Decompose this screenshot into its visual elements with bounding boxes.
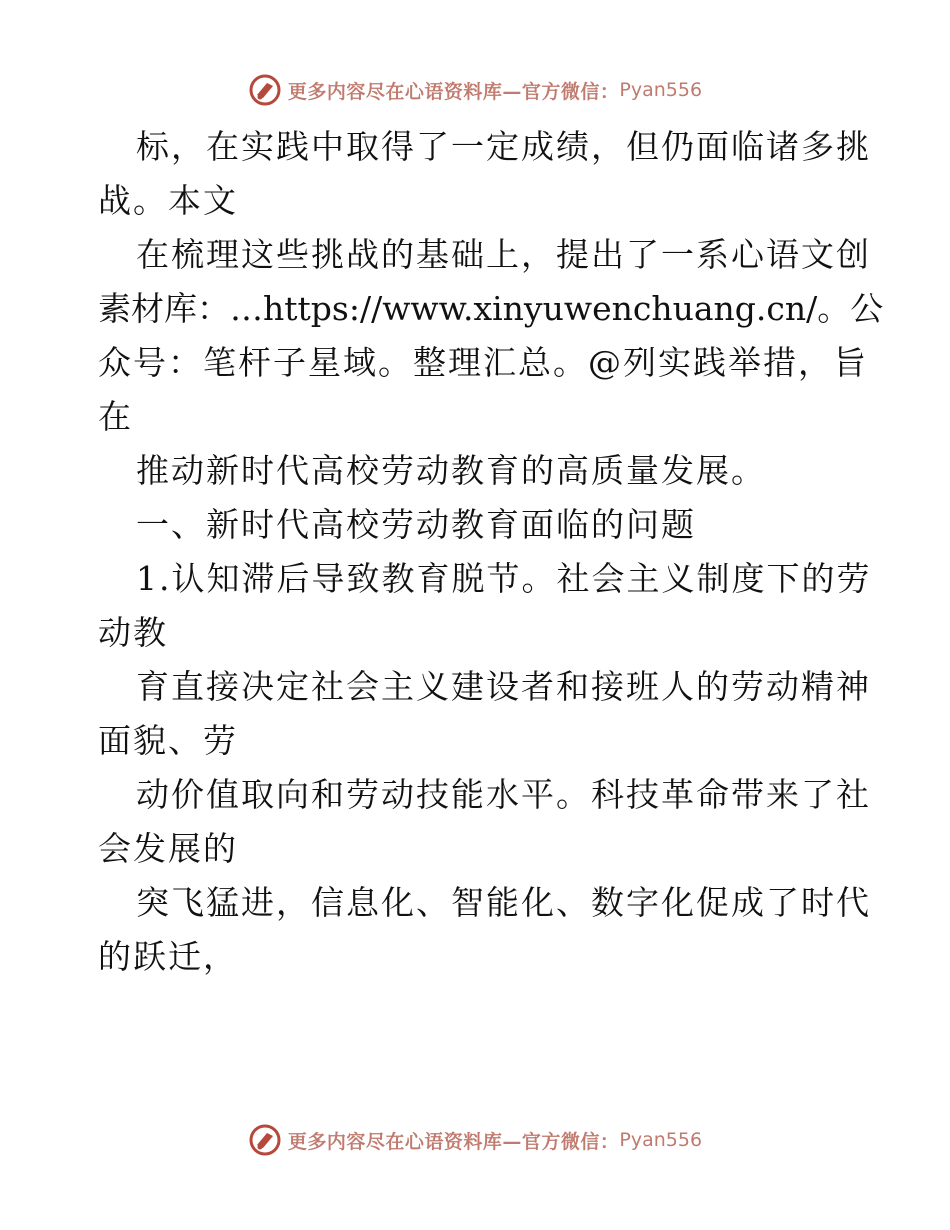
- body-line: 在: [98, 397, 133, 436]
- body-line: 推动新时代高校劳动教育的高质量发展。: [136, 451, 766, 490]
- body-line: 会发展的: [98, 829, 238, 868]
- body-line: 动价值取向和劳动技能水平。科技革命带来了社: [136, 775, 871, 814]
- xinyu-logo-icon: [248, 1123, 282, 1157]
- footer-banner: [0, 1120, 950, 1160]
- footer-wechat-id: Pyan556: [619, 1129, 703, 1151]
- body-line: 标，在实践中取得了一定成绩，但仍面临诸多挑: [136, 127, 871, 166]
- section-heading: 一、新时代高校劳动教育面临的问题: [136, 505, 696, 544]
- body-line: 突飞猛进，信息化、智能化、数字化促成了时代: [136, 883, 871, 922]
- body-line: 1.认知滞后导致教育脱节。社会主义制度下的劳: [136, 559, 872, 598]
- body-line: 战。本文: [98, 181, 238, 220]
- body-line: 育直接决定社会主义建设者和接班人的劳动精神: [136, 667, 871, 706]
- body-line-url: 素材库：…https://www.xinyuwenchuang.cn/。公: [98, 289, 884, 328]
- body-line: 动教: [98, 613, 168, 652]
- xinyu-logo-icon: [248, 73, 282, 107]
- body-line: 面貌、劳: [98, 721, 238, 760]
- body-line: 众号：笔杆子星域。整理汇总。@列实践举措，旨: [98, 343, 868, 382]
- body-line: 的跃迁，: [98, 937, 238, 976]
- header-wechat-id: Pyan556: [619, 79, 703, 101]
- document-body: [98, 120, 884, 984]
- header-banner: [0, 70, 950, 110]
- footer-banner-text: 更多内容尽在心语资料库—官方微信：: [287, 1130, 620, 1153]
- body-line: 在梳理这些挑战的基础上，提出了一系心语文创: [136, 235, 871, 274]
- header-banner-text: 更多内容尽在心语资料库—官方微信：: [287, 80, 620, 103]
